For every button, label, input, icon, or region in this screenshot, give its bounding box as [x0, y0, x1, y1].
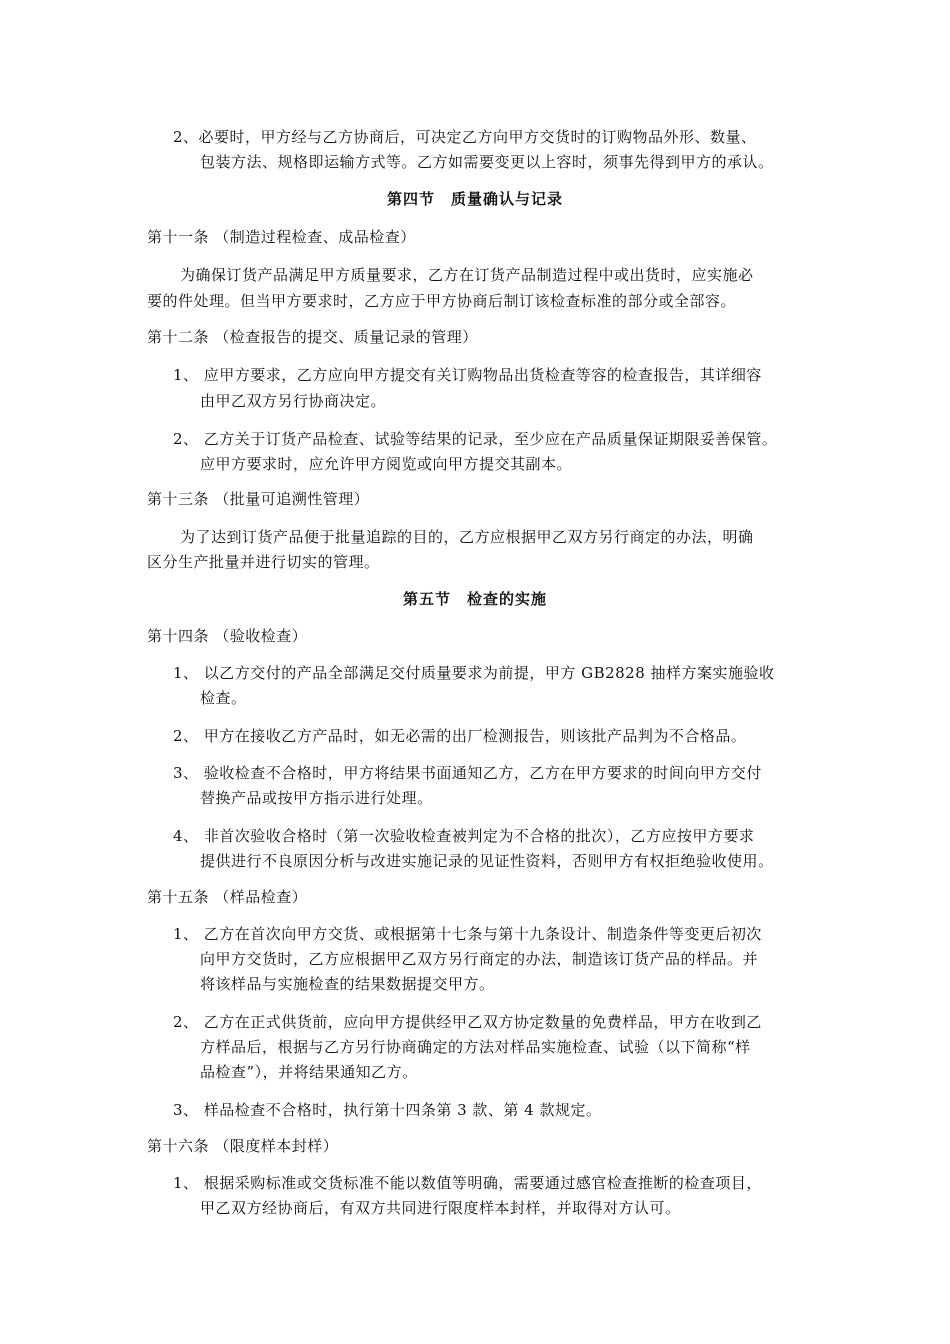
article-15-item-2: 2、 乙方在正式供货前，应向甲方提供经甲乙双方协定数量的免费样品，甲方在收到乙 — [173, 1013, 762, 1031]
section-heading-4: 第四节 质量确认与记录 — [386, 190, 563, 208]
section-heading-5: 第五节 检查的实施 — [402, 590, 547, 608]
article-16-item-1-continuation: 甲乙双方经协商后，有双方共同进行限度样本封样，并取得对方认可。 — [200, 1199, 681, 1217]
article-12-title: 第十二条 （检查报告的提交、质量记录的管理） — [147, 328, 478, 346]
article-13-title: 第十三条 （批量可追溯性管理） — [147, 490, 370, 508]
clause-item-2-line: 2、必要时，甲方经与乙方协商后，可决定乙方向甲方交货时的订购物品外形、数量、 — [173, 128, 757, 146]
article-12-item-2-continuation: 应甲方要求时，应允许甲方阅览或向甲方提交其副本。 — [200, 455, 573, 473]
article-15-item-3: 3、 样品检查不合格时，执行第十四条第 3 款、第 4 款规定。 — [173, 1101, 602, 1119]
article-14-item-1: 1、 以乙方交付的产品全部满足交付质量要求为前提，甲方 GB2828 抽样方案实施验收 — [173, 664, 775, 682]
article-14-item-4-continuation: 提供进行不良原因分析与改进实施记录的见证性资料，否则甲方有权拒绝验收使用。 — [200, 852, 774, 870]
article-15-item-2-continuation-b: 品检查”），并将结果通知乙方。 — [200, 1063, 418, 1081]
article-15-item-2-continuation-a: 方样品后，根据与乙方另行协商确定的方法对样品实施检查、试验（以下简称“样 — [200, 1038, 751, 1056]
article-14-item-4: 4、 非首次验收合格时（第一次验收检查被判定为不合格的批次），乙方应按甲方要求 — [173, 827, 755, 845]
article-14-item-1-continuation: 检查。 — [200, 689, 247, 707]
article-12-item-1-continuation: 由甲乙双方另行协商决定。 — [200, 392, 387, 410]
article-11-title: 第十一条 （制造过程检查、成品检查） — [147, 228, 416, 246]
article-11-paragraph: 为确保订货产品满足甲方质量要求，乙方在订货产品制造过程中或出货时，应实施必 — [180, 266, 754, 284]
article-14-item-2: 2、 甲方在接收乙方产品时，如无必需的出厂检测报告，则该批产品判为不合格品。 — [173, 727, 747, 745]
article-14-item-3: 3、 验收检查不合格时，甲方将结果书面通知乙方，乙方在甲方要求的时间向甲方交付 — [173, 764, 762, 782]
article-14-title: 第十四条 （验收检查） — [147, 627, 308, 645]
article-15-title: 第十五条 （样品检查） — [147, 888, 308, 906]
article-16-title: 第十六条 （限度样本封样） — [147, 1137, 339, 1155]
article-15-item-1-continuation-b: 将该样品与实施检查的结果数据提交甲方。 — [200, 975, 495, 993]
article-11-paragraph-continuation: 要的件处理。但当甲方要求时，乙方应于甲方协商后制订该检查标准的部分或全部容。 — [147, 292, 737, 310]
article-15-item-1-continuation-a: 向甲方交货时，乙方应根据甲乙双方另行商定的办法，制造该订货产品的样品。并 — [200, 950, 759, 968]
article-12-item-2: 2、 乙方关于订货产品检查、试验等结果的记录，至少应在产品质量保证期限妥善保管。 — [173, 430, 778, 448]
article-14-item-3-continuation: 替换产品或按甲方指示进行处理。 — [200, 789, 433, 807]
article-15-item-1: 1、 乙方在首次向甲方交货、或根据第十七条与第十九条设计、制造条件等变更后初次 — [173, 925, 762, 943]
article-12-item-1: 1、 应甲方要求，乙方应向甲方提交有关订购物品出货检查等容的检查报告，其详细容 — [173, 366, 762, 384]
article-13-paragraph-continuation: 区分生产批量并进行切实的管理。 — [147, 553, 380, 571]
article-16-item-1: 1、 根据采购标准或交货标准不能以数值等明确，需要通过感官检查推断的检查项目， — [173, 1174, 762, 1192]
article-13-paragraph: 为了达到订货产品便于批量追踪的目的，乙方应根据甲乙双方另行商定的办法，明确 — [180, 528, 754, 546]
clause-item-2-continuation: 包装方法、规格即运输方式等。乙方如需要变更以上容时，须事先得到甲方的承认。 — [200, 153, 774, 171]
